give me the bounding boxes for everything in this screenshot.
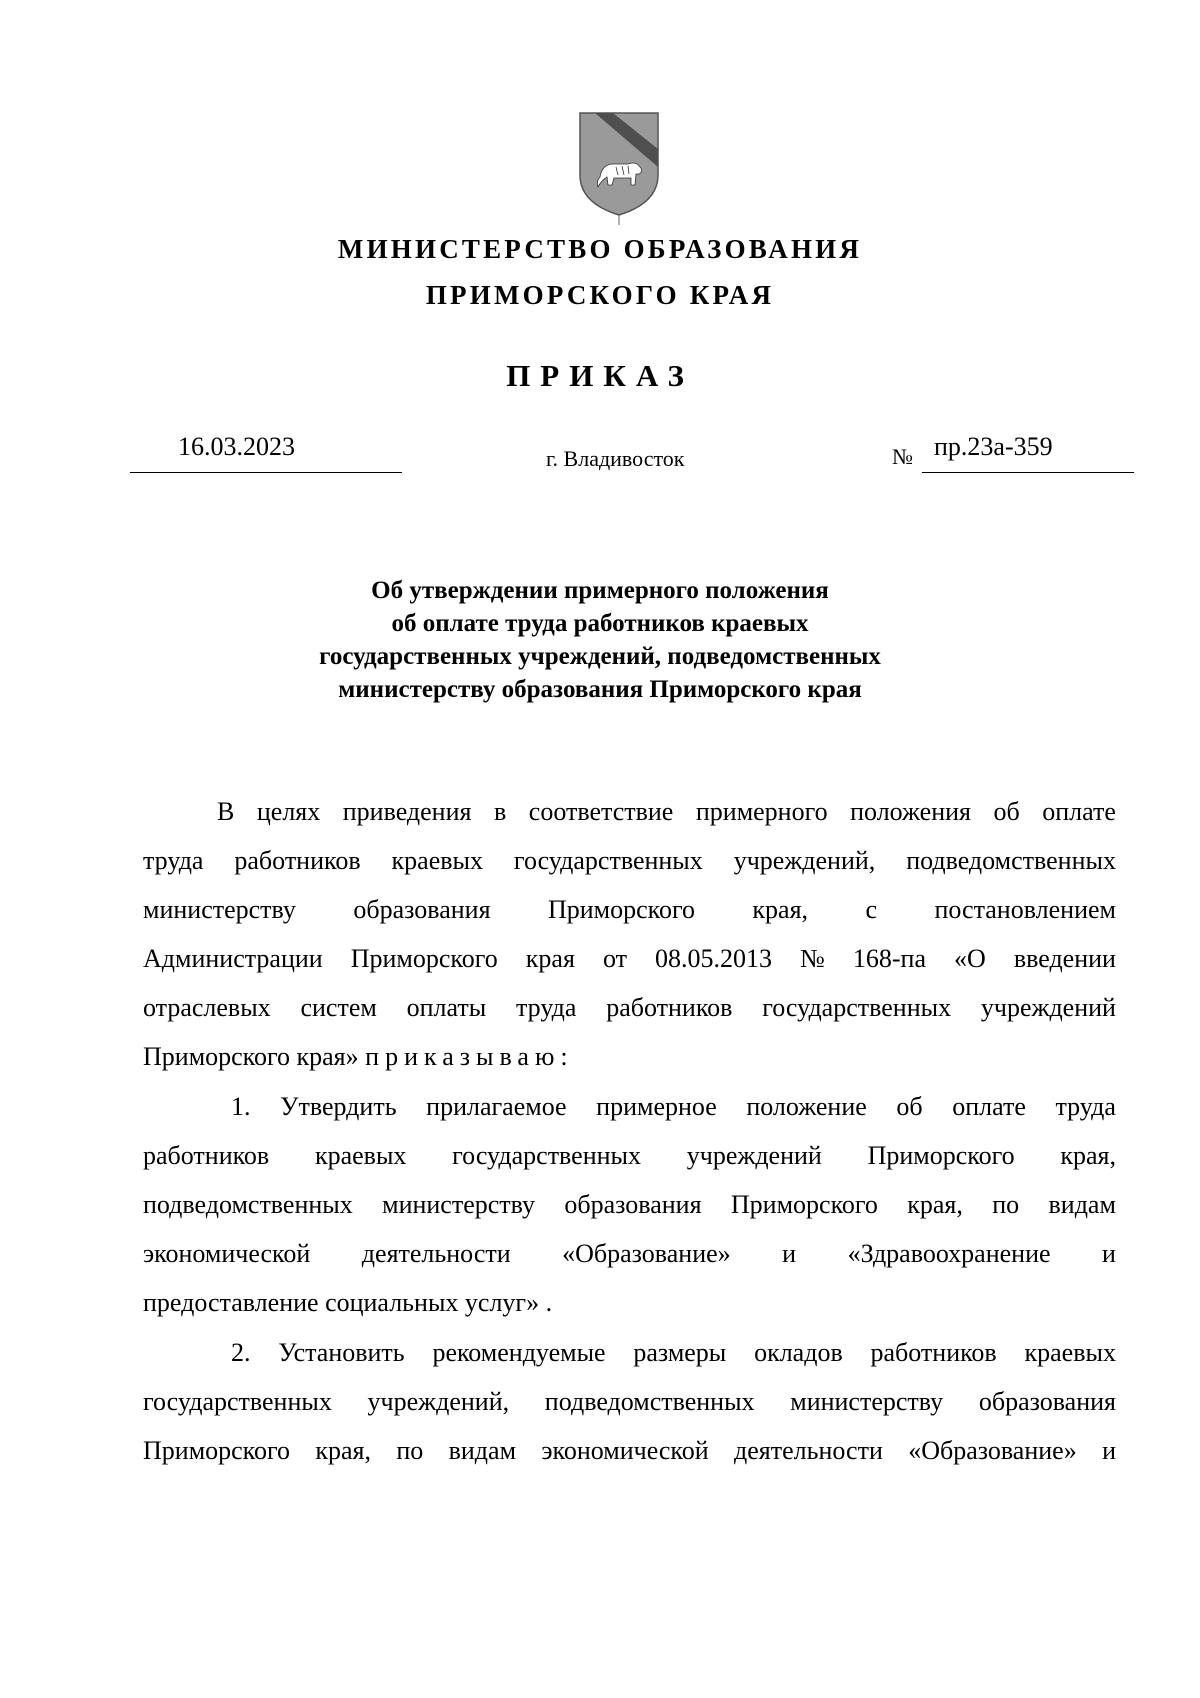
word: краевых — [314, 1141, 407, 1170]
paragraph-line — [143, 1180, 1116, 1229]
issue-city: г. Владивосток — [546, 446, 685, 471]
word: Установить — [278, 1338, 405, 1367]
paragraph-line — [143, 1082, 1116, 1131]
word: по — [992, 1190, 1020, 1219]
paragraph-line — [143, 1377, 1116, 1426]
paragraph-line — [143, 885, 1116, 934]
word: прилагаемое — [426, 1092, 567, 1121]
word: примерное — [596, 1092, 717, 1121]
word: подведомственных — [143, 1190, 353, 1219]
word: видам — [1048, 1190, 1116, 1219]
word: об — [993, 797, 1020, 826]
word: учреждений, — [367, 1387, 510, 1416]
word: с — [865, 895, 878, 924]
word: в — [494, 797, 507, 826]
paragraph-line — [143, 983, 1116, 1032]
word: систем — [300, 993, 377, 1022]
word: труда — [143, 846, 204, 875]
word: Приморского — [143, 1436, 291, 1465]
word: 08.05.2013 — [655, 944, 773, 973]
word: учреждений — [686, 1141, 822, 1170]
word: положения — [850, 797, 971, 826]
paragraph-line — [143, 787, 1116, 836]
paragraph-line — [143, 1131, 1116, 1180]
word: образования — [353, 895, 491, 924]
order-number: пр.23а-359 — [934, 432, 1053, 461]
order-title — [0, 574, 1200, 706]
word: подведомственных — [906, 846, 1116, 875]
word: и — [782, 1239, 797, 1268]
number-field — [922, 428, 1134, 473]
word: подведомственных — [544, 1387, 755, 1416]
order-title-line: государственных учреждений, подведомственных — [319, 643, 881, 670]
word: рекомендуемые — [432, 1338, 606, 1367]
word: министерству — [382, 1190, 536, 1219]
paragraph-line — [143, 934, 1116, 983]
word: Приморского — [867, 1141, 1015, 1170]
item-1-paragraph — [143, 1082, 1116, 1278]
word: соответствие — [528, 797, 674, 826]
number-sign: № — [892, 444, 913, 469]
word: работников — [606, 993, 733, 1022]
word: деятельности — [734, 1436, 883, 1465]
order-title-line: министерству образования Приморского края — [338, 676, 862, 703]
word: государственных — [452, 1141, 642, 1170]
word: учреждений — [980, 993, 1116, 1022]
item-1-paragraph-last-line — [143, 1278, 1116, 1327]
word: государственных — [762, 993, 952, 1022]
word: оплате — [952, 1092, 1026, 1121]
word: краевых — [391, 846, 483, 875]
preamble-paragraph — [143, 787, 1116, 1032]
word: учреждений, — [733, 846, 876, 875]
word: окладов — [754, 1338, 843, 1367]
word: министерству — [143, 895, 296, 924]
word: положение — [746, 1092, 867, 1121]
word: края, — [315, 1436, 371, 1465]
document-type-heading: ПРИКАЗ — [506, 358, 694, 393]
word: «О — [954, 944, 986, 973]
preamble-paragraph-last-line — [143, 1032, 1116, 1081]
ministry-name-line-1: МИНИСТЕРСТВО ОБРАЗОВАНИЯ — [337, 234, 863, 264]
word: труда — [1055, 1092, 1116, 1121]
word: введении — [1013, 944, 1116, 973]
paragraph-line — [143, 1426, 1116, 1475]
paragraph-line-text: Приморского края» — [143, 1042, 359, 1071]
word: примерного — [695, 797, 828, 826]
word: края, — [1060, 1141, 1116, 1170]
paragraph-line-text: предоставление социальных услуг» . — [143, 1288, 553, 1317]
word: В — [217, 797, 235, 826]
word: работников — [143, 1141, 270, 1170]
paragraph-line — [143, 1229, 1116, 1278]
word: образования — [978, 1387, 1116, 1416]
word: труда — [515, 993, 577, 1022]
word: об — [896, 1092, 923, 1121]
word: края — [525, 944, 575, 973]
word: Утвердить — [280, 1092, 397, 1121]
word: 1. — [231, 1092, 251, 1121]
ministry-name-line-2: ПРИМОРСКОГО КРАЯ — [425, 280, 775, 310]
paragraph-line — [143, 836, 1116, 885]
word: образования — [564, 1190, 702, 1219]
word: № — [800, 944, 825, 973]
decree-word: приказываю: — [365, 1042, 574, 1071]
date-field — [130, 428, 402, 473]
word: отраслевых — [143, 993, 271, 1022]
word: от — [602, 944, 627, 973]
word: краевых — [1024, 1338, 1116, 1367]
word: Приморского — [547, 895, 695, 924]
order-title-line: об оплате труда работников краевых — [391, 610, 809, 637]
word: государственных — [513, 846, 703, 875]
word: оплате — [1042, 797, 1116, 826]
order-date: 16.03.2023 — [178, 432, 295, 461]
coat-of-arms-emblem — [578, 111, 660, 227]
word: оплаты — [406, 993, 487, 1022]
word: экономической — [541, 1436, 709, 1465]
word: целях — [256, 797, 321, 826]
word: Приморского — [350, 944, 498, 973]
word: края, — [752, 895, 809, 924]
word: размеры — [633, 1338, 727, 1367]
word: приведения — [342, 797, 472, 826]
word: постановлением — [934, 895, 1116, 924]
word: Администрации — [143, 944, 323, 973]
word: министерству — [790, 1387, 944, 1416]
word: «Образование» — [908, 1436, 1077, 1465]
word: экономической — [143, 1239, 311, 1268]
word: «Здравоохранение — [847, 1239, 1051, 1268]
word: Приморского — [730, 1190, 878, 1219]
word: работников — [870, 1338, 997, 1367]
word: 2. — [231, 1338, 251, 1367]
word: видам — [448, 1436, 517, 1465]
word: работников — [234, 846, 361, 875]
word: и — [1102, 1239, 1116, 1268]
word: государственных — [143, 1387, 332, 1416]
word: 168-па — [852, 944, 927, 973]
word: края, — [907, 1190, 963, 1219]
word: и — [1102, 1436, 1116, 1465]
word: «Образование» — [562, 1239, 731, 1268]
item-2-paragraph — [143, 1328, 1116, 1475]
paragraph-line — [143, 1328, 1116, 1377]
word: деятельности — [361, 1239, 511, 1268]
word: по — [396, 1436, 424, 1465]
order-title-line: Об утверждении примерного положения — [371, 577, 829, 604]
